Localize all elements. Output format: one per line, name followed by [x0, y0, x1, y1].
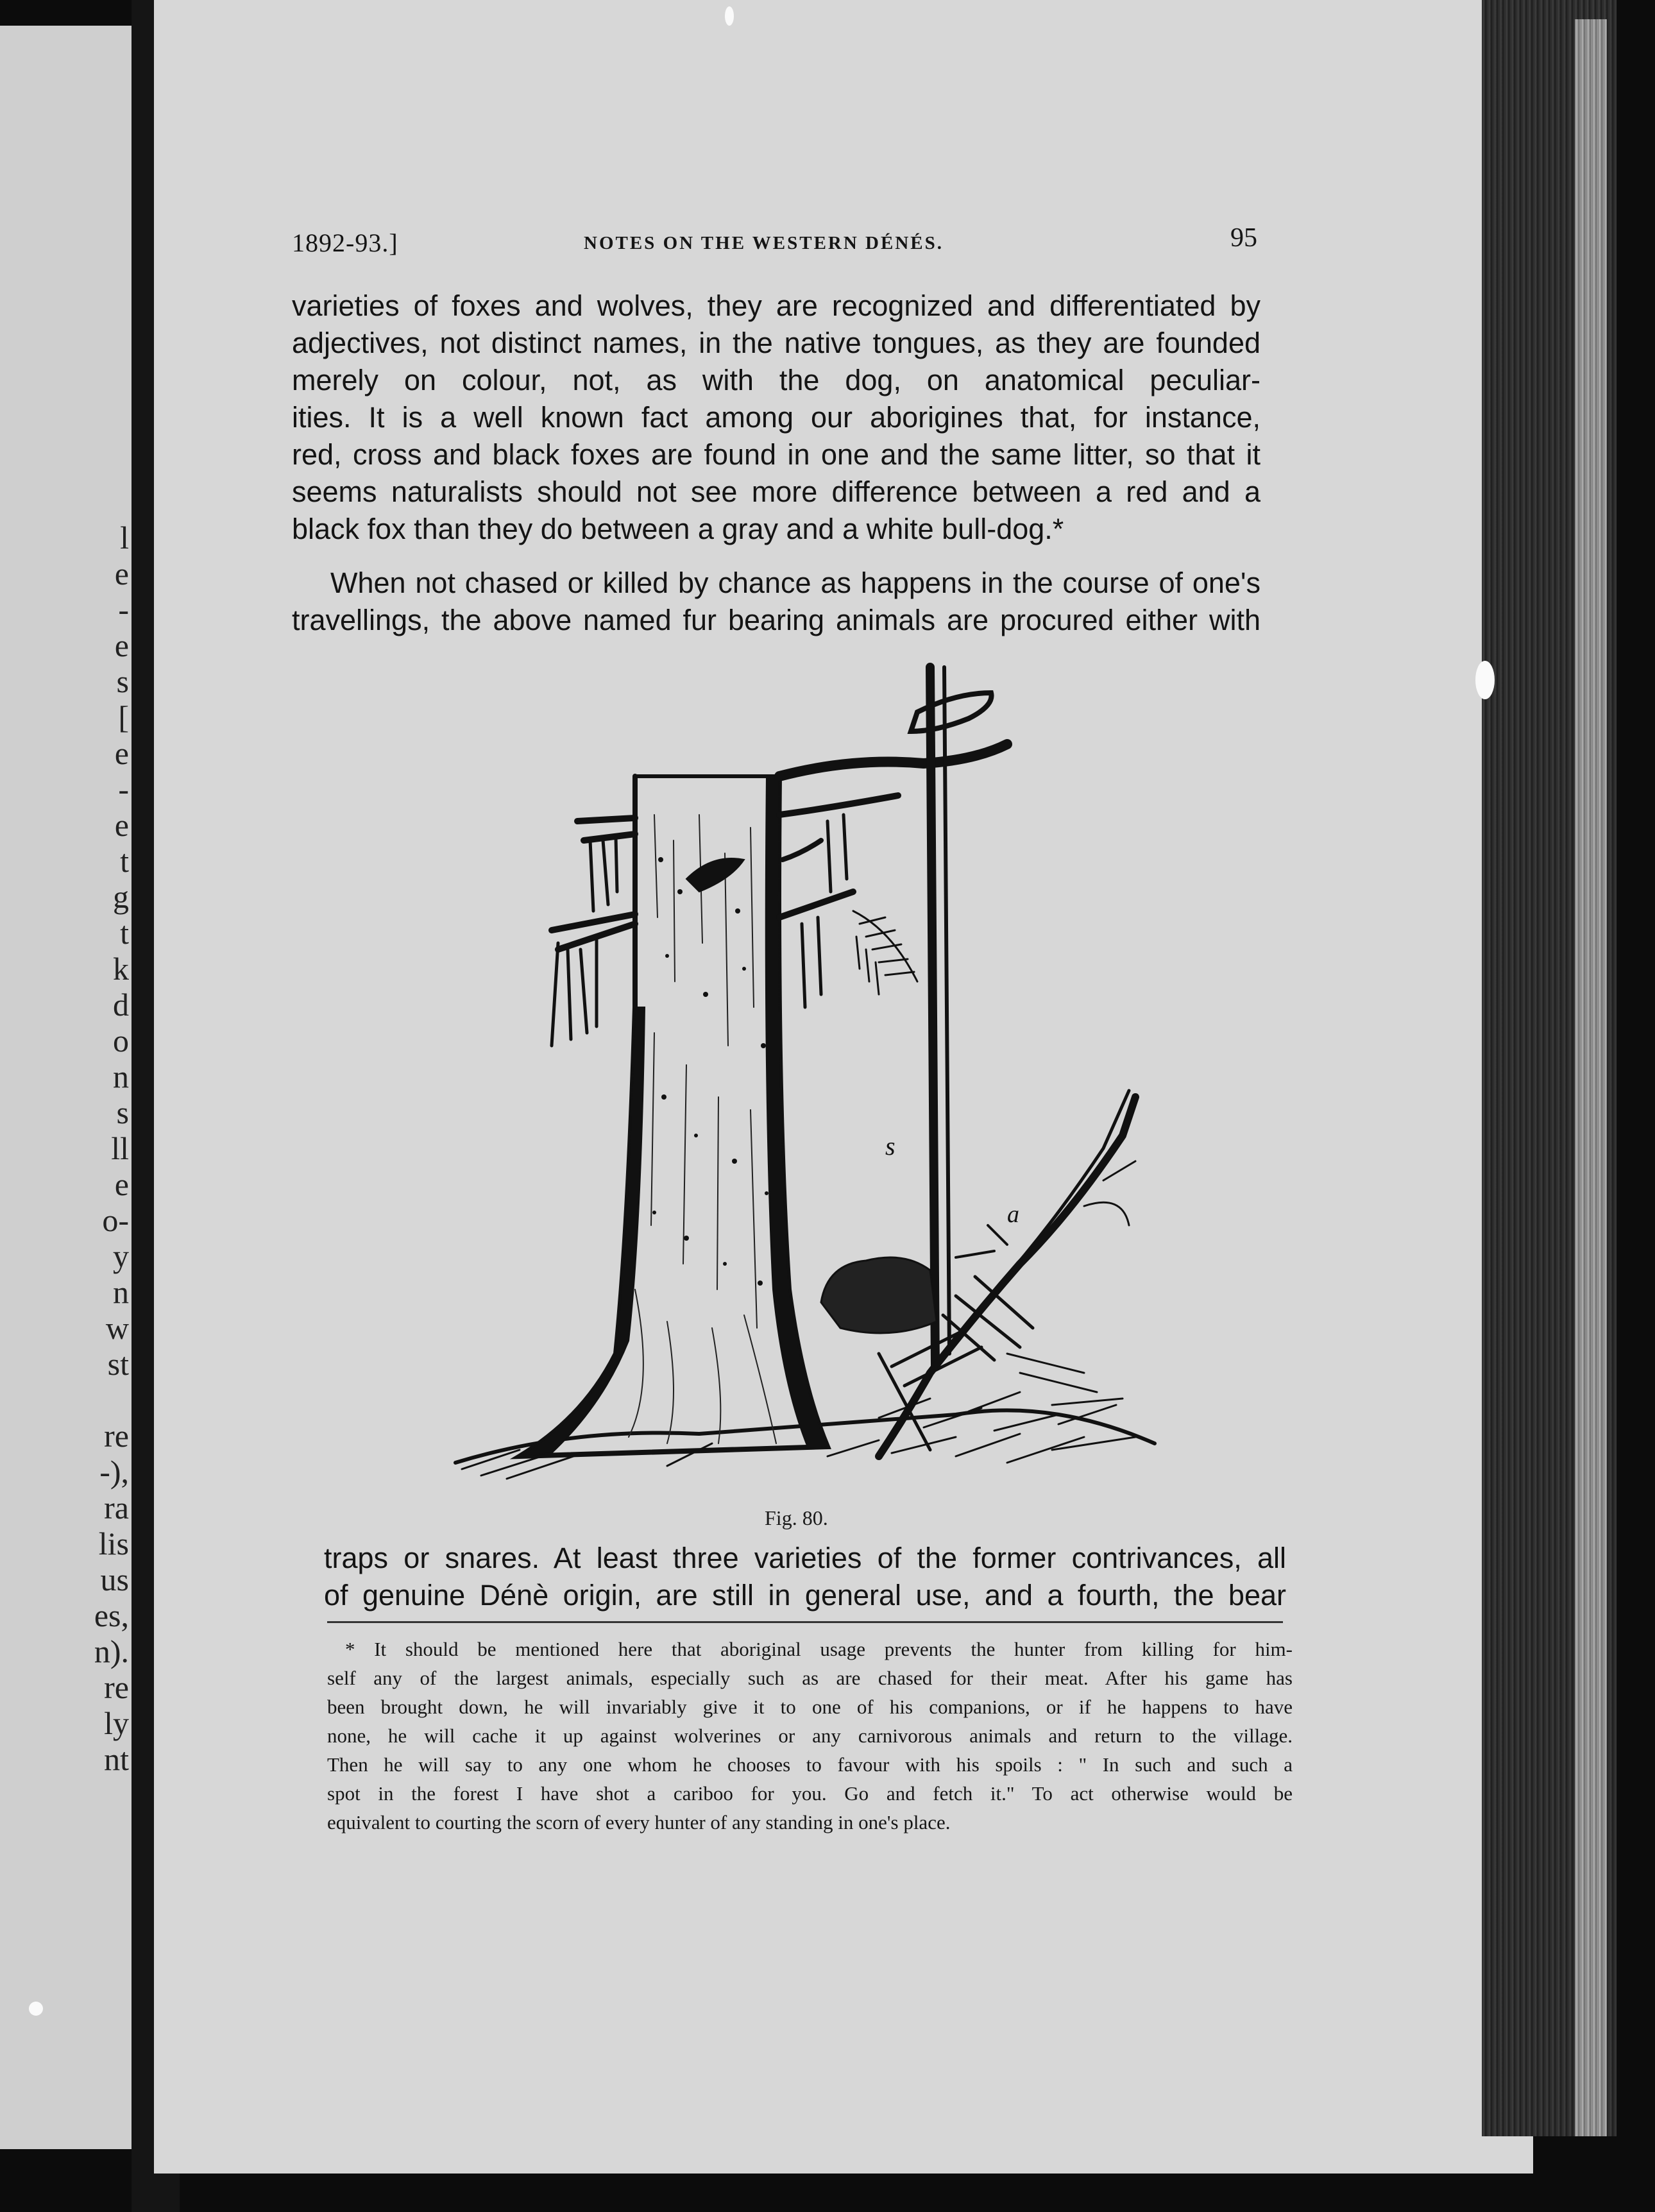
- left-page-fragment-text: e: [114, 1166, 129, 1202]
- left-page-fragment-text: w: [105, 1310, 129, 1346]
- left-page-fragment-text: re: [104, 1669, 129, 1705]
- left-page-fragment-text: e: [114, 807, 129, 843]
- text-line: adjectives, not distinct names, in the native tongues, as they are founded: [292, 327, 1260, 359]
- paragraph-1: [292, 287, 1260, 548]
- left-page-fragment-text: lis: [98, 1526, 129, 1561]
- left-page-fragment-text: [0, 1382, 132, 1418]
- left-page-fragment-text: n).: [94, 1633, 129, 1669]
- scan-speck: [1475, 661, 1495, 699]
- figure-caption: Fig. 80.: [765, 1506, 828, 1529]
- trap-illustration: [443, 648, 1180, 1501]
- text-line: traps or snares. At least three varieties of the former contrivances, all: [324, 1542, 1286, 1574]
- left-page-fragment-text: st: [107, 1346, 129, 1382]
- header-year: 1892-93.]: [292, 228, 398, 257]
- scan-speck: [29, 2002, 43, 2016]
- text-line: seems naturalists should not see more difference between a red and a: [292, 475, 1260, 508]
- left-page-fragment-text: ra: [104, 1490, 129, 1526]
- header-title: NOTES ON THE WESTERN DÉNÉS.: [584, 233, 944, 253]
- text-line: When not chased or killed by chance as happens in the course of one's: [330, 566, 1260, 599]
- left-page-fragment-text: n: [113, 1059, 129, 1094]
- paragraph-3: [324, 1540, 1286, 1614]
- left-page-fragment-text: y: [113, 1238, 129, 1274]
- left-page-fragment-text: es,: [94, 1597, 129, 1633]
- left-page-fragment-text: [: [118, 699, 129, 735]
- left-page-fragment-text: o: [113, 1023, 129, 1059]
- left-page-fragment-text: ll: [111, 1130, 129, 1166]
- left-page-fragment-text: s: [116, 663, 129, 699]
- left-page-fragment-text: re: [104, 1418, 129, 1454]
- left-page-fragment-text: n: [113, 1274, 129, 1310]
- left-page-fragment: [0, 26, 132, 2149]
- footnote-line: self any of the largest animals, especially such as are chased for their meat. After his game has: [327, 1667, 1293, 1689]
- footnote-line: been brought down, he will invariably give it to one of his companions, or if he happens to have: [327, 1696, 1293, 1718]
- footnote-line: equivalent to courting the scorn of every hunter of any standing in one's place.: [327, 1811, 951, 1833]
- left-page-fragment-text: d: [113, 987, 129, 1023]
- footnote-line: spot in the forest I have shot a cariboo for you. Go and fetch it." To act otherwise would be: [327, 1782, 1293, 1805]
- footnote-line: Then he will say to any one whom he chooses to favour with his spoils : " In such and such a: [327, 1753, 1293, 1776]
- page-number: 95: [1230, 223, 1257, 253]
- text-line: merely on colour, not, as with the dog, on anatomical peculiar-: [292, 364, 1260, 396]
- left-page-fragment-text: t: [120, 915, 129, 951]
- left-page-fragment-text: o-: [102, 1202, 129, 1238]
- left-page-fragment-text: e: [114, 556, 129, 591]
- text-line: ities. It is a well known fact among our aborigines that, for instance,: [292, 401, 1260, 434]
- figure-label-s: s: [885, 1132, 895, 1161]
- page-edges-highlight: [1575, 19, 1607, 2136]
- left-page-line-endings: [0, 520, 132, 1777]
- left-page-fragment-text: -: [118, 771, 129, 807]
- left-page-fragment-text: -),: [99, 1454, 129, 1490]
- left-page-fragment-text: s: [116, 1094, 129, 1130]
- left-page-fragment-text: t: [120, 843, 129, 879]
- scan-speck: [725, 6, 734, 26]
- left-page-fragment-text: e: [114, 627, 129, 663]
- left-page-fragment-text: nt: [104, 1741, 129, 1777]
- left-page-fragment-text: l: [120, 520, 129, 556]
- footnote-line: * It should be mentioned here that aboriginal usage prevents the hunter from killing for him-: [345, 1638, 1293, 1660]
- figure-label-a: a: [1007, 1201, 1019, 1228]
- text-line: of genuine Dénè origin, are still in general use, and a fourth, the bear: [324, 1579, 1286, 1612]
- running-header: [292, 223, 1257, 266]
- left-page-fragment-text: g: [113, 879, 129, 915]
- text-line: travellings, the above named fur bearing animals are procured either with: [292, 604, 1260, 636]
- paragraph-2: [292, 565, 1260, 639]
- left-page-fragment-text: k: [113, 951, 129, 987]
- footnote: [327, 1635, 1293, 1837]
- left-page-fragment-text: -: [118, 591, 129, 627]
- left-page-fragment-text: ly: [104, 1705, 129, 1741]
- footnote-rule: [327, 1621, 1283, 1623]
- footnote-line: none, he will cache it up against wolverines or any carnivorous animals and return to the village.: [327, 1724, 1293, 1747]
- left-page-fragment-text: us: [100, 1561, 129, 1597]
- text-line: red, cross and black foxes are found in one and the same litter, so that it: [292, 438, 1260, 471]
- text-line: black fox than they do between a gray and a white bull-dog.*: [292, 513, 1064, 545]
- text-line: varieties of foxes and wolves, they are recognized and differentiated by: [292, 289, 1260, 322]
- left-page-fragment-text: e: [114, 735, 129, 771]
